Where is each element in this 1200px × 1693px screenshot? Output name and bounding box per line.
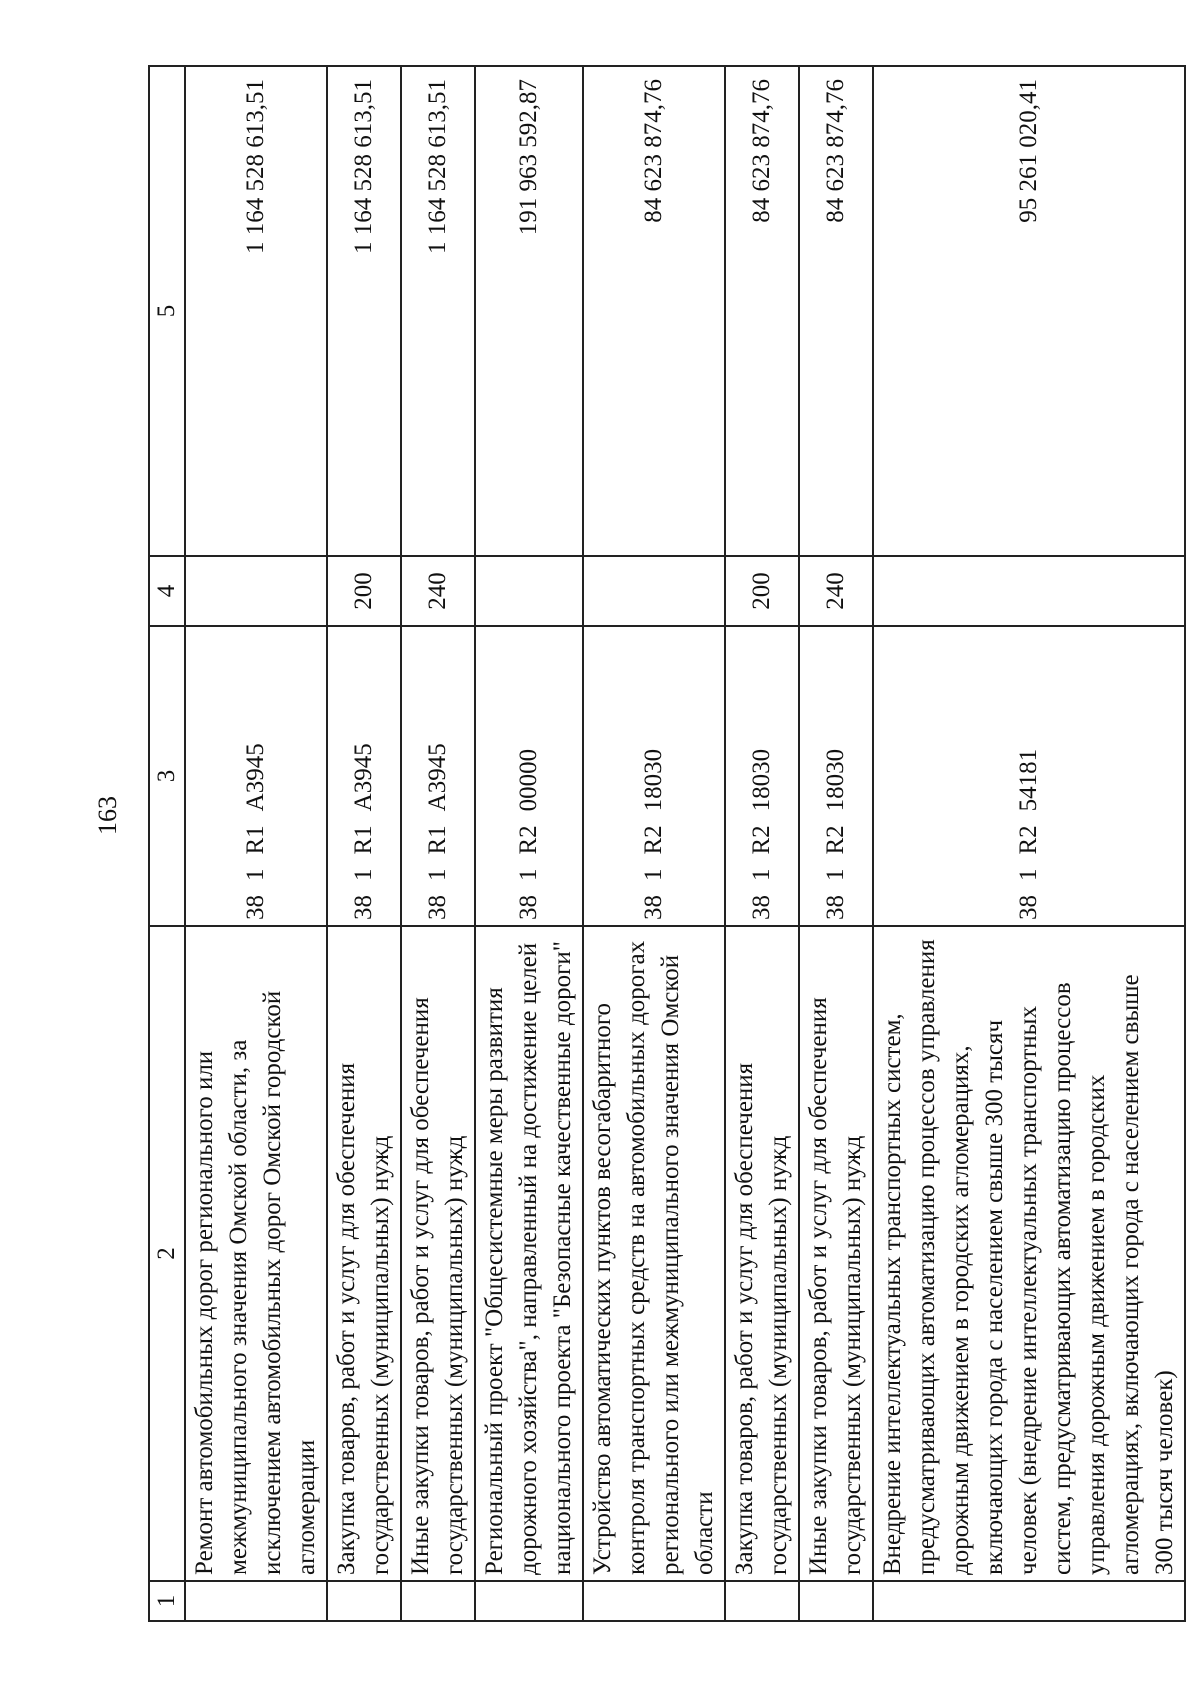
row-description: Иные закупки товаров, работ и услуг для обеспечения государственных (муниципальных) нужд — [401, 926, 475, 1581]
row-code — [475, 626, 583, 926]
code-part: 38 — [748, 895, 775, 920]
code-part: 00000 — [515, 748, 542, 812]
row-amount: 84 623 874,76 — [725, 66, 799, 556]
row-description: Внедрение интеллектуальных транспортных систем, предусматривающих автоматизацию процессов управления дорожным движением в городских агломерациях, включающих города с населением свыше 300 тысяч человек (внедрение интеллектуальных транспортных систем, предусматривающих автоматизацию процессов управления дорожным движением в городских агломерациях, включающих города с населением свыше 300 тысяч человек) — [873, 926, 1185, 1581]
code-part: A3945 — [242, 743, 269, 812]
table-row — [327, 66, 401, 1621]
page-number: 163 — [93, 796, 122, 835]
code-part: 38 — [515, 895, 542, 920]
row-number-cell — [873, 1581, 1185, 1621]
row-description: Закупка товаров, работ и услуг для обеспечения государственных (муниципальных) нужд — [327, 926, 401, 1581]
row-description: Закупка товаров, работ и услуг для обеспечения государственных (муниципальных) нужд — [725, 926, 799, 1581]
code-part: R2 — [822, 825, 849, 855]
row-number-cell — [185, 1581, 327, 1621]
table-row — [185, 66, 327, 1621]
budget-table-container — [148, 67, 1178, 1622]
row-code — [799, 626, 873, 926]
code-part: 18030 — [640, 748, 667, 812]
row-expense-type: 240 — [799, 556, 873, 626]
code-part: 38 — [424, 895, 451, 920]
code-part: 1 — [748, 868, 775, 881]
row-description: Региональный проект "Общесистемные меры развития дорожного хозяйства", направленный на достижение целей национального проекта "Безопасные качественные дороги" — [475, 926, 583, 1581]
column-header-3: 3 — [149, 626, 185, 926]
code-part: 1 — [822, 868, 849, 881]
row-expense-type: 200 — [327, 556, 401, 626]
code-part: R2 — [640, 825, 667, 855]
table-row — [799, 66, 873, 1621]
table-header-row — [149, 66, 185, 1621]
code-part: 18030 — [748, 748, 775, 812]
row-code — [401, 626, 475, 926]
row-expense-type — [873, 556, 1185, 626]
code-part: R2 — [748, 825, 775, 855]
row-code — [185, 626, 327, 926]
row-amount: 84 623 874,76 — [583, 66, 725, 556]
row-expense-type: 240 — [401, 556, 475, 626]
code-part: 38 — [640, 895, 667, 920]
row-number-cell — [583, 1581, 725, 1621]
table-row — [401, 66, 475, 1621]
row-code — [327, 626, 401, 926]
column-header-2: 2 — [149, 926, 185, 1581]
row-expense-type — [185, 556, 327, 626]
table-row — [583, 66, 725, 1621]
row-description: Иные закупки товаров, работ и услуг для обеспечения государственных (муниципальных) нужд — [799, 926, 873, 1581]
row-number-cell — [799, 1581, 873, 1621]
code-part: R1 — [350, 825, 377, 855]
code-part: 1 — [640, 868, 667, 881]
code-part: 1 — [424, 868, 451, 881]
row-expense-type: 200 — [725, 556, 799, 626]
row-expense-type — [475, 556, 583, 626]
row-number-cell — [401, 1581, 475, 1621]
table-row — [725, 66, 799, 1621]
code-part: R1 — [424, 825, 451, 855]
code-part: A3945 — [350, 743, 377, 812]
code-part: R2 — [1015, 825, 1042, 855]
code-part: 54181 — [1015, 748, 1042, 812]
code-part: 1 — [350, 868, 377, 881]
row-amount: 1 164 528 613,51 — [185, 66, 327, 556]
code-part: 38 — [822, 895, 849, 920]
code-part: A3945 — [424, 743, 451, 812]
row-expense-type — [583, 556, 725, 626]
code-part: R1 — [242, 825, 269, 855]
code-part: 1 — [1015, 868, 1042, 881]
row-amount: 191 963 592,87 — [475, 66, 583, 556]
column-header-4: 4 — [149, 556, 185, 626]
row-number-cell — [327, 1581, 401, 1621]
column-header-5: 5 — [149, 66, 185, 556]
row-amount: 95 261 020,41 — [873, 66, 1185, 556]
code-part: 38 — [1015, 895, 1042, 920]
code-part: 18030 — [822, 748, 849, 812]
table-row — [475, 66, 583, 1621]
code-part: 38 — [242, 895, 269, 920]
row-number-cell — [475, 1581, 583, 1621]
row-code — [725, 626, 799, 926]
code-part: 1 — [515, 868, 542, 881]
code-part: 38 — [350, 895, 377, 920]
code-part: 1 — [242, 868, 269, 881]
row-amount: 1 164 528 613,51 — [327, 66, 401, 556]
row-description: Устройство автоматических пунктов весогабаритного контроля транспортных средств на автомобильных дорогах регионального или межмуниципального значения Омской области — [583, 926, 725, 1581]
budget-table — [148, 65, 1186, 1622]
row-amount: 84 623 874,76 — [799, 66, 873, 556]
row-amount: 1 164 528 613,51 — [401, 66, 475, 556]
code-part: R2 — [515, 825, 542, 855]
table-row — [873, 66, 1185, 1621]
row-code — [873, 626, 1185, 926]
row-code — [583, 626, 725, 926]
column-header-1: 1 — [149, 1581, 185, 1621]
row-description: Ремонт автомобильных дорог регионального или межмуниципального значения Омской области, за исключением автомобильных дорог Омской городской агломерации — [185, 926, 327, 1581]
row-number-cell — [725, 1581, 799, 1621]
